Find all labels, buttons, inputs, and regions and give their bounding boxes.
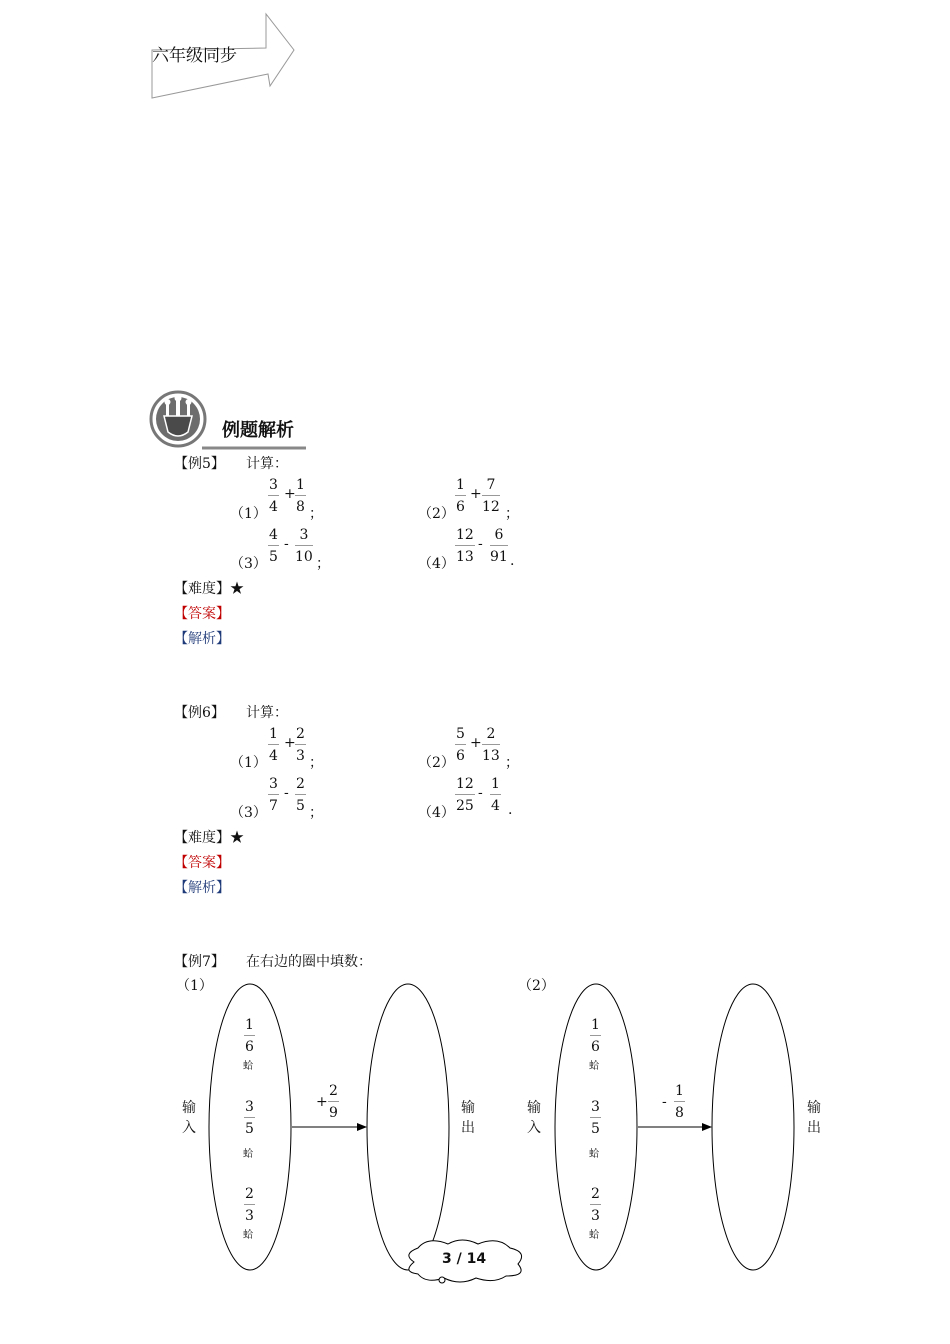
example-instruction: 计算： <box>246 705 288 721</box>
operator: - <box>284 536 289 552</box>
operator: - <box>662 1094 667 1110</box>
input-fraction: $\frac{1}{6}$ <box>245 1017 254 1055</box>
operator: - <box>478 785 483 801</box>
input-fraction: $\frac{2}{3}$ <box>245 1186 254 1224</box>
diagram-number: （2） <box>518 978 555 994</box>
text-fragment: 蛤 <box>589 1230 599 1241</box>
difficulty-label: 【难度】★ <box>174 830 244 846</box>
section-title: 例题解析 <box>222 420 294 441</box>
fraction: $\frac{2}{3}$ <box>296 726 305 764</box>
fraction: $\frac{2}{13}$ <box>482 726 500 764</box>
punct: . <box>508 802 513 818</box>
punct: ； <box>309 805 323 821</box>
fraction: $\frac{1}{8}$ <box>296 477 305 515</box>
fraction: $\frac{5}{6}$ <box>456 726 465 764</box>
text-fragment: 蛤 <box>589 1149 599 1160</box>
fraction: $\frac{1}{6}$ <box>456 477 465 515</box>
text-fragment: 蛤 <box>589 1061 599 1072</box>
answer-label: 【答案】 <box>174 606 230 622</box>
analysis-label: 【解析】 <box>174 631 230 647</box>
fraction: $\frac{6}{91}$ <box>490 527 508 565</box>
punct: ； <box>309 755 323 771</box>
item-number: （4） <box>418 805 455 821</box>
item-number: （4） <box>418 556 455 572</box>
example-instruction: 在右边的圈中填数： <box>246 954 372 970</box>
text-fragment: 蛤 <box>243 1149 253 1160</box>
fraction: $\frac{1}{4}$ <box>491 776 500 814</box>
output-oval <box>712 984 794 1270</box>
operator: + <box>284 486 296 502</box>
fraction: $\frac{4}{5}$ <box>269 527 278 565</box>
fraction: $\frac{12}{13}$ <box>456 527 474 565</box>
operator: + <box>470 486 482 502</box>
fraction: $\frac{3}{4}$ <box>269 477 278 515</box>
operation-fraction: $\frac{2}{9}$ <box>329 1083 338 1121</box>
example-tag: 【例6】 <box>174 705 225 721</box>
output-label: 输 出 <box>461 1100 475 1136</box>
input-fraction: $\frac{3}{5}$ <box>591 1099 600 1137</box>
operation-fraction: $\frac{1}{8}$ <box>675 1083 684 1121</box>
fraction: $\frac{7}{12}$ <box>482 477 500 515</box>
item-number: （1） <box>230 755 267 771</box>
difficulty-label: 【难度】★ <box>174 581 244 597</box>
punct: ； <box>505 506 519 522</box>
example-tag: 【例5】 <box>174 456 225 472</box>
operator: + <box>470 735 482 751</box>
text-fragment: 蛤 <box>243 1230 253 1241</box>
punct: ； <box>309 506 323 522</box>
answer-label: 【答案】 <box>174 855 230 871</box>
fraction: $\frac{1}{4}$ <box>269 726 278 764</box>
example-instruction: 计算： <box>246 456 288 472</box>
item-number: （1） <box>230 506 267 522</box>
example-tag: 【例7】 <box>174 954 225 970</box>
output-label: 输 出 <box>807 1100 821 1136</box>
operator: - <box>478 536 483 552</box>
input-fraction: $\frac{3}{5}$ <box>245 1099 254 1137</box>
item-number: （3） <box>230 556 267 572</box>
operator: - <box>284 785 289 801</box>
punct: ； <box>505 755 519 771</box>
punct: ； <box>316 556 330 572</box>
operator: + <box>284 735 296 751</box>
analysis-label: 【解析】 <box>174 880 230 896</box>
grade-label: 六年级同步 <box>152 46 237 66</box>
operator: + <box>316 1094 328 1110</box>
fraction: $\frac{3}{10}$ <box>295 527 313 565</box>
page-number: 3 / 14 <box>442 1251 487 1267</box>
input-label: 输 入 <box>527 1100 541 1136</box>
punct: . <box>510 553 515 569</box>
diagram-number: （1） <box>176 978 213 994</box>
text-fragment: 蛤 <box>243 1061 253 1072</box>
fraction: $\frac{2}{5}$ <box>296 776 305 814</box>
input-fraction: $\frac{1}{6}$ <box>591 1017 600 1055</box>
input-fraction: $\frac{2}{3}$ <box>591 1186 600 1224</box>
item-number: （2） <box>418 506 455 522</box>
fraction: $\frac{12}{25}$ <box>456 776 474 814</box>
output-oval <box>367 984 449 1270</box>
item-number: （2） <box>418 755 455 771</box>
fraction: $\frac{3}{7}$ <box>269 776 278 814</box>
input-label: 输 入 <box>182 1100 196 1136</box>
item-number: （3） <box>230 805 267 821</box>
